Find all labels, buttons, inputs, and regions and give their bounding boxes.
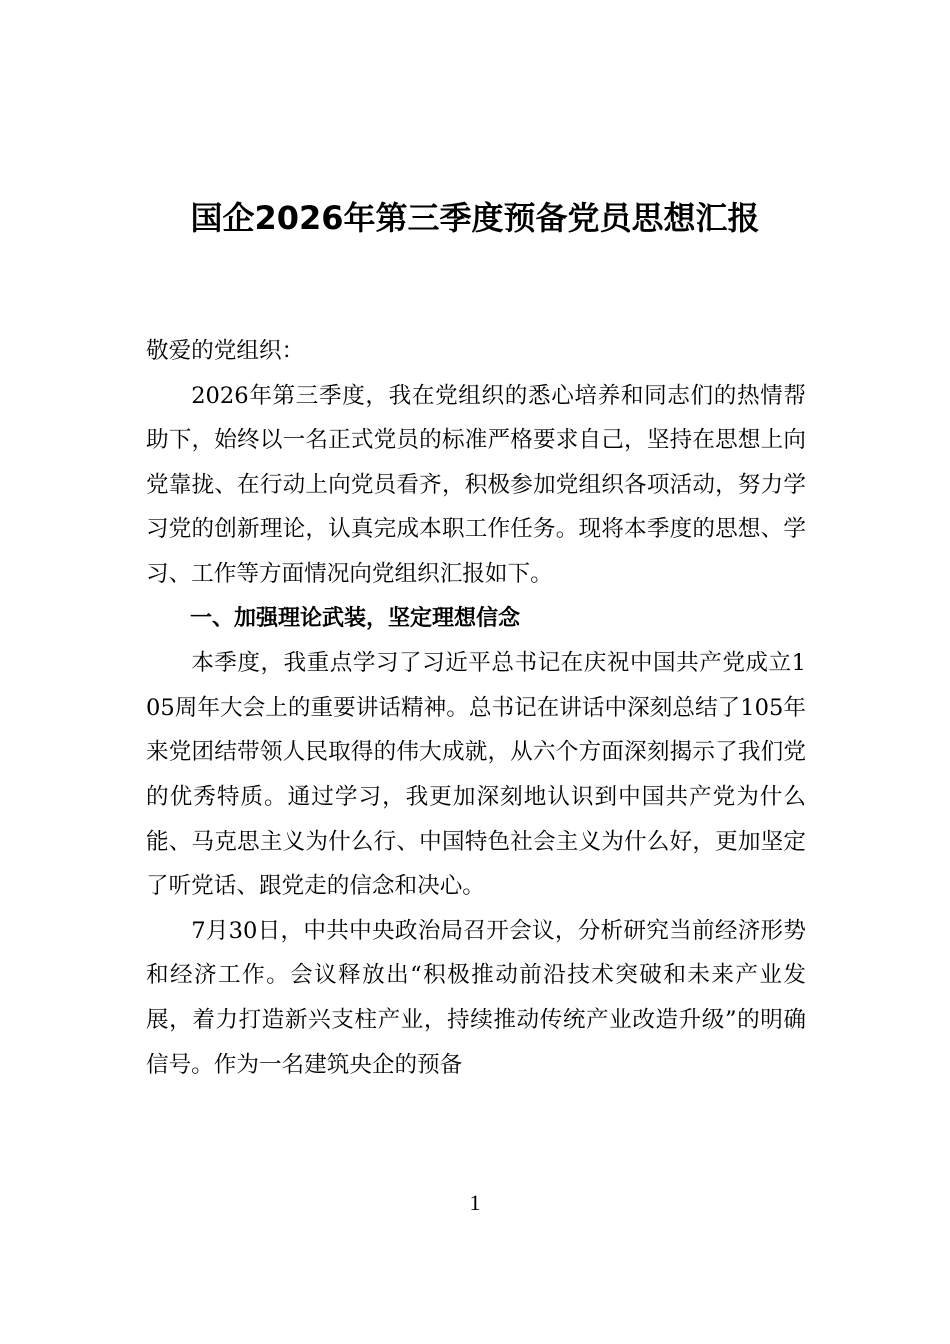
section-paragraph: 本季度，我重点学习了习近平总书记在庆祝中国共产党成立105周年大会上的重要讲话精神。总书记在讲话中深刻总结了105年来党团结带领人民取得的伟大成就，从六个方面深刻揭示了我们党的优秀特质。通过学习，我更加深刻地认识到中国共产党为什么能、马克思主义为什么行、中国特色社会主义为什么好，更加坚定了听党话、跟党走的信念和决心。 xyxy=(146,650,806,900)
section-paragraph: 7月30日，中共中央政治局召开会议，分析研究当前经济形势和经济工作。会议释放出“积极推动前沿技术突破和未来产业发展，着力打造新兴支柱产业，持续推动传统产业改造升级”的明确信号。作为一名建筑央企的预备 xyxy=(146,917,806,1078)
document-body xyxy=(146,329,806,1087)
section-heading: 一、加强理论武装，坚定理想信念 xyxy=(190,605,521,631)
intro-paragraph: 2026年第三季度，我在党组织的悉心培养和同志们的热情帮助下，始终以一名正式党员的标准严格要求自己，坚持在思想上向党靠拢、在行动上向党员看齐，积极参加党组织各项活动，努力学习党的创新理论，认真完成本职工作任务。现将本季度的思想、学习、工作等方面情况向党组织汇报如下。 xyxy=(146,382,806,587)
page-number: 1 xyxy=(469,1190,481,1215)
salutation: 敬爱的党组织： xyxy=(146,338,305,364)
document-title: 国企2026年第三季度预备党员思想汇报 xyxy=(190,199,760,237)
